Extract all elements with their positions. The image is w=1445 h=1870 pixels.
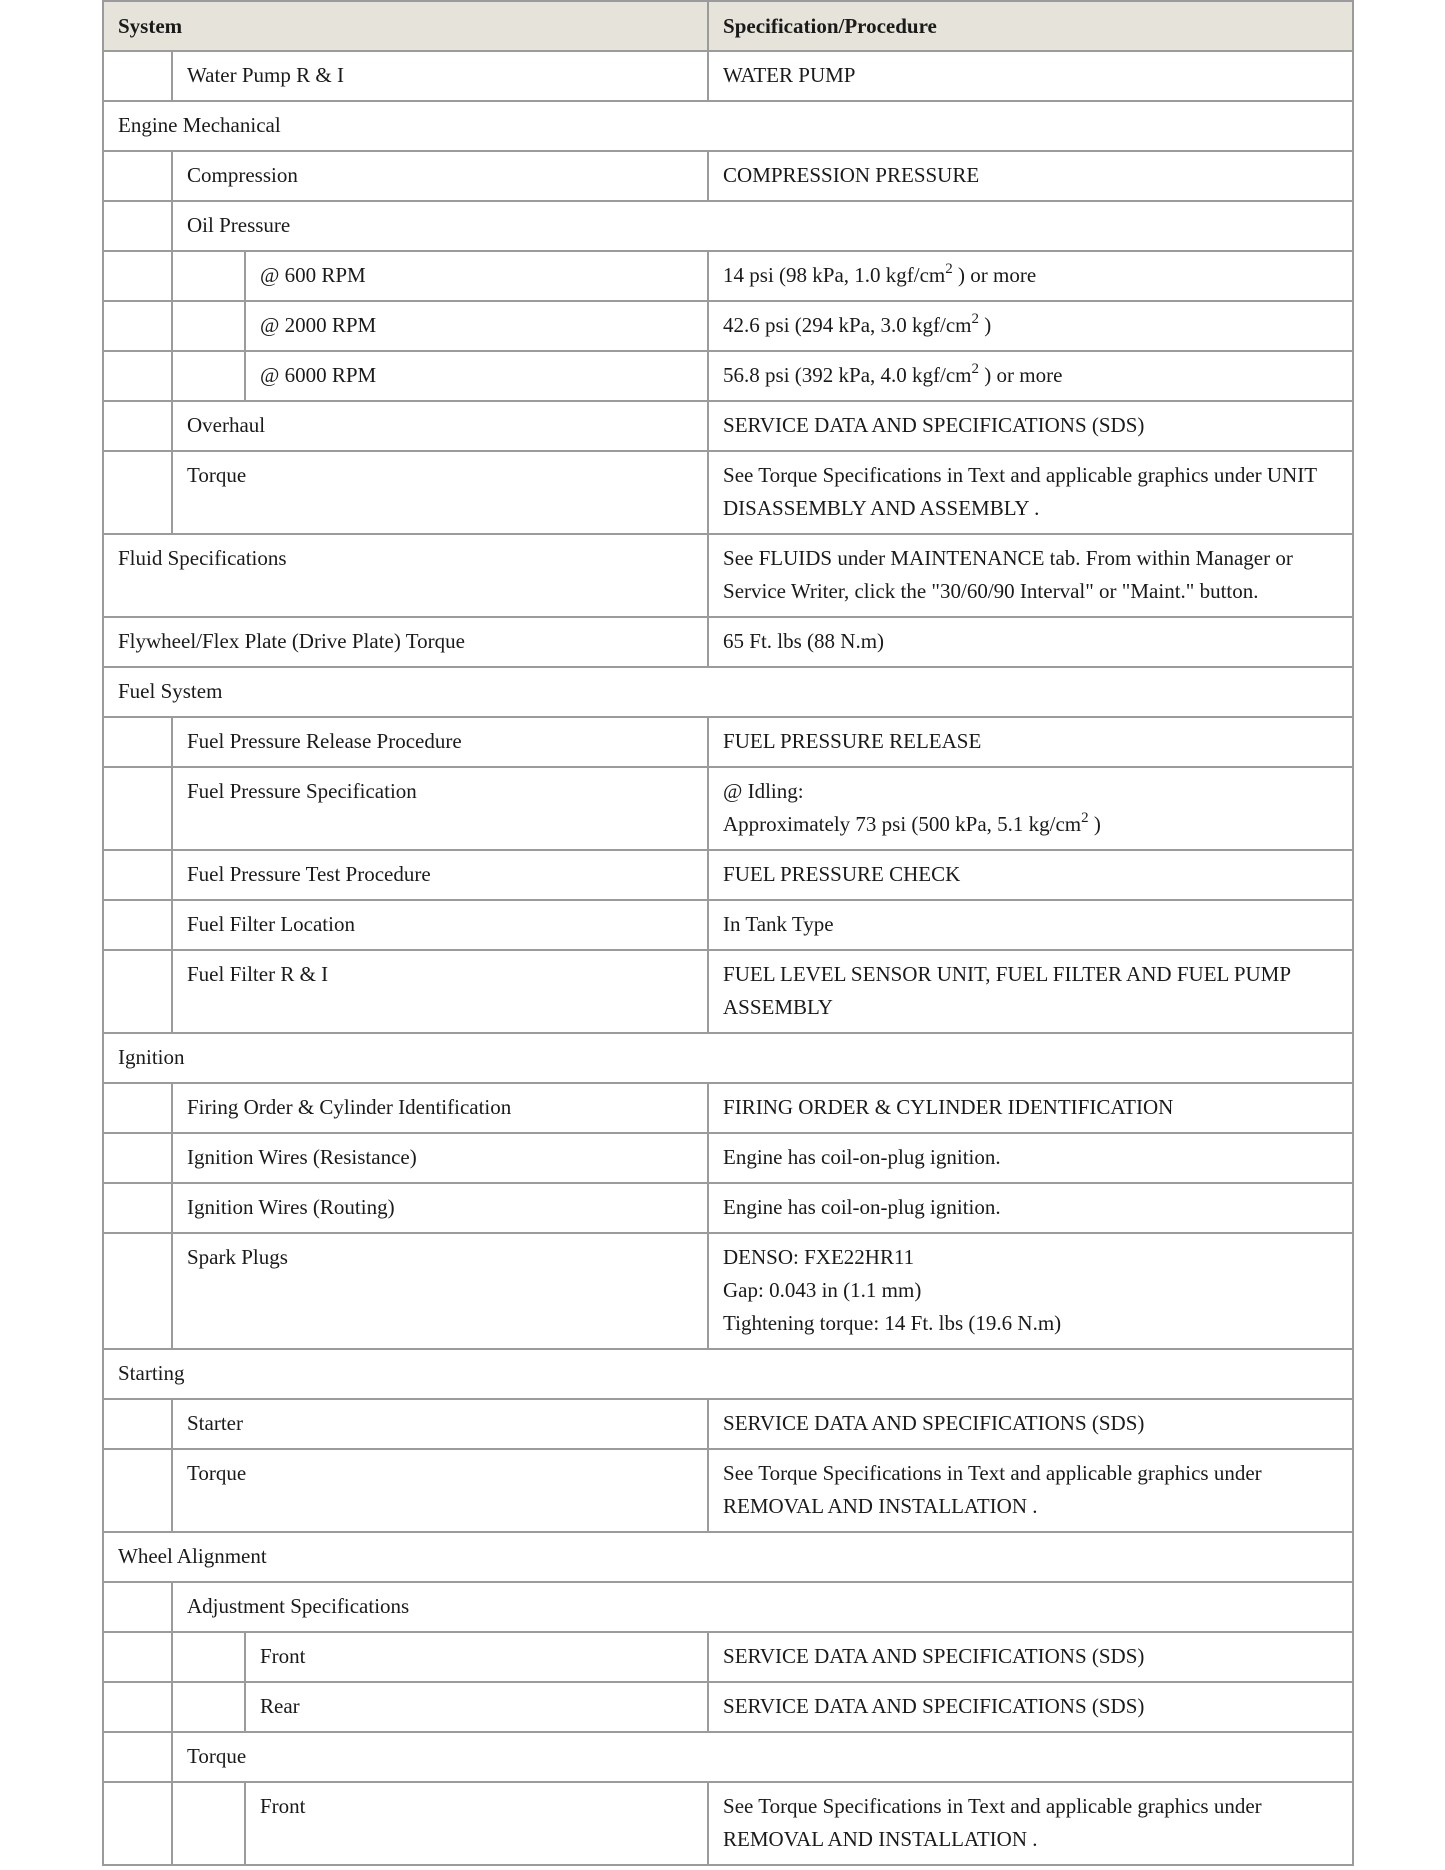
- spec-text-before: 56.8 psi (392 kPa, 4.0 kgf/cm: [723, 363, 972, 387]
- table-row: [103, 1449, 1353, 1532]
- table-row: [103, 1233, 1353, 1349]
- indent-cell: [103, 151, 172, 201]
- specification-cell: [708, 1133, 1353, 1183]
- spec-text-before: 42.6 psi (294 kPa, 3.0 kgf/cm: [723, 313, 972, 337]
- system-label: Fuel Filter Location: [187, 912, 355, 936]
- indent-cell: [103, 401, 172, 451]
- specification-text: Tightening torque: 14 Ft. lbs (19.6 N.m): [723, 1311, 1062, 1335]
- system-cell: [172, 767, 708, 850]
- indent-cell: [172, 251, 245, 301]
- section-label-cell: [172, 1732, 1353, 1782]
- indent-cell: [103, 251, 172, 301]
- table-row: [103, 251, 1353, 301]
- section-row: [103, 1349, 1353, 1399]
- specification-text: See Torque Specifications in Text and applicable graphics under UNIT DISASSEMBLY AND ASSEMBLY .: [723, 463, 1317, 520]
- system-cell: [245, 1632, 708, 1682]
- indent-cell: [103, 1449, 172, 1532]
- spec-text-after: ): [1088, 812, 1101, 836]
- system-cell: [172, 850, 708, 900]
- system-cell: [103, 617, 708, 667]
- indent-cell: [172, 351, 245, 401]
- indent-cell: [103, 950, 172, 1033]
- specification-text: SERVICE DATA AND SPECIFICATIONS (SDS): [723, 1644, 1145, 1668]
- section-label: Engine Mechanical: [118, 113, 281, 137]
- system-label: @ 2000 RPM: [260, 313, 377, 337]
- specification-text: 65 Ft. lbs (88 N.m): [723, 629, 885, 653]
- specification-text: See FLUIDS under MAINTENANCE tab. From within Manager or Service Writer, click the "30/60/90 Interval" or "Maint." button.: [723, 546, 1293, 603]
- table-row: [103, 534, 1353, 617]
- specification-cell: [708, 534, 1353, 617]
- specification-cell: [708, 1449, 1353, 1532]
- specification-text: SERVICE DATA AND SPECIFICATIONS (SDS): [723, 1411, 1145, 1435]
- indent-cell: [172, 1782, 245, 1865]
- system-label: Overhaul: [187, 413, 266, 437]
- indent-cell: [103, 1233, 172, 1349]
- indent-cell: [103, 1399, 172, 1449]
- system-cell: [172, 1183, 708, 1233]
- system-label: Front: [260, 1644, 306, 1668]
- indent-cell: [103, 717, 172, 767]
- system-label: Torque: [187, 463, 247, 487]
- specification-text: FUEL LEVEL SENSOR UNIT, FUEL FILTER AND FUEL PUMP ASSEMBLY: [723, 962, 1291, 1019]
- table-row: [103, 151, 1353, 201]
- system-cell: [172, 1083, 708, 1133]
- specification-cell: [708, 251, 1353, 301]
- system-label: Compression: [187, 163, 298, 187]
- system-label: Fuel Pressure Test Procedure: [187, 862, 431, 886]
- indent-cell: [172, 301, 245, 351]
- spec-text-after: ) or more: [979, 363, 1063, 387]
- specification-text: [723, 259, 1338, 292]
- superscript: 2: [971, 361, 979, 377]
- table-row: [103, 1133, 1353, 1183]
- superscript: 2: [971, 311, 979, 327]
- table-row: [103, 1782, 1353, 1865]
- specification-text: WATER PUMP: [723, 63, 856, 87]
- indent-cell: [103, 1582, 172, 1632]
- specification-text: FUEL PRESSURE RELEASE: [723, 729, 982, 753]
- system-cell: [172, 900, 708, 950]
- specification-text: [723, 808, 1338, 841]
- indent-cell: [103, 451, 172, 534]
- section-label-cell: [172, 201, 1353, 251]
- specification-text: DENSO: FXE22HR11: [723, 1245, 915, 1269]
- system-label: @ 600 RPM: [260, 263, 366, 287]
- table-row: [103, 301, 1353, 351]
- indent-cell: [103, 900, 172, 950]
- specification-cell: [708, 351, 1353, 401]
- section-label-cell: [103, 667, 1353, 717]
- specification-cell: [708, 850, 1353, 900]
- specification-text: COMPRESSION PRESSURE: [723, 163, 980, 187]
- section-label-cell: [172, 1582, 1353, 1632]
- specification-text: Gap: 0.043 in (1.1 mm): [723, 1278, 922, 1302]
- specification-text: FUEL PRESSURE CHECK: [723, 862, 961, 886]
- system-label: @ 6000 RPM: [260, 363, 377, 387]
- system-cell: [245, 1682, 708, 1732]
- specification-cell: [708, 1183, 1353, 1233]
- system-cell: [103, 534, 708, 617]
- system-cell: [172, 950, 708, 1033]
- table-row: [103, 950, 1353, 1033]
- specification-text: See Torque Specifications in Text and applicable graphics under REMOVAL AND INSTALLATION .: [723, 1794, 1262, 1851]
- specification-cell: [708, 1782, 1353, 1865]
- section-row: [103, 101, 1353, 151]
- system-cell: [172, 401, 708, 451]
- system-cell: [172, 1399, 708, 1449]
- table-row: [103, 1632, 1353, 1682]
- specification-text: Engine has coil-on-plug ignition.: [723, 1145, 1001, 1169]
- specification-cell: [708, 717, 1353, 767]
- system-label: Spark Plugs: [187, 1245, 288, 1269]
- indent-cell: [103, 1083, 172, 1133]
- table-row: [103, 451, 1353, 534]
- specification-text: FIRING ORDER & CYLINDER IDENTIFICATION: [723, 1095, 1174, 1119]
- specification-cell: [708, 451, 1353, 534]
- system-cell: [172, 451, 708, 534]
- table-row: [103, 900, 1353, 950]
- indent-cell: [103, 1682, 172, 1732]
- system-label: Firing Order & Cylinder Identification: [187, 1095, 512, 1119]
- table-row: [103, 51, 1353, 101]
- section-row: [103, 201, 1353, 251]
- system-label: Ignition Wires (Routing): [187, 1195, 395, 1219]
- system-label: Fluid Specifications: [118, 546, 287, 570]
- section-row: [103, 1582, 1353, 1632]
- spec-text-before: 14 psi (98 kPa, 1.0 kgf/cm: [723, 263, 946, 287]
- specification-text: SERVICE DATA AND SPECIFICATIONS (SDS): [723, 413, 1145, 437]
- indent-cell: [103, 1632, 172, 1682]
- table-row: [103, 1083, 1353, 1133]
- system-cell: [172, 1449, 708, 1532]
- system-label: Fuel Filter R & I: [187, 962, 329, 986]
- section-label: Wheel Alignment: [118, 1544, 267, 1568]
- spec-text-before: Approximately 73 psi (500 kPa, 5.1 kg/cm: [723, 812, 1082, 836]
- section-label: Ignition: [118, 1045, 185, 1069]
- table-body: [103, 51, 1353, 1865]
- system-label: Starter: [187, 1411, 243, 1435]
- specification-cell: [708, 51, 1353, 101]
- specification-cell: [708, 401, 1353, 451]
- table-row: [103, 1682, 1353, 1732]
- section-label-cell: [103, 1349, 1353, 1399]
- indent-cell: [103, 51, 172, 101]
- system-cell: [245, 351, 708, 401]
- system-cell: [172, 1133, 708, 1183]
- header-specification: Specification/Procedure: [708, 1, 1353, 51]
- system-label: Flywheel/Flex Plate (Drive Plate) Torque: [118, 629, 465, 653]
- table-row: [103, 1183, 1353, 1233]
- header-system: System: [103, 1, 708, 51]
- table-row: [103, 767, 1353, 850]
- system-label: Fuel Pressure Specification: [187, 779, 417, 803]
- system-label: Torque: [187, 1461, 247, 1485]
- indent-cell: [103, 201, 172, 251]
- indent-cell: [103, 351, 172, 401]
- section-row: [103, 1033, 1353, 1083]
- specification-text: SERVICE DATA AND SPECIFICATIONS (SDS): [723, 1694, 1145, 1718]
- indent-cell: [103, 1183, 172, 1233]
- specification-text: [723, 359, 1338, 392]
- specifications-table: [102, 0, 1354, 1866]
- table-row: [103, 717, 1353, 767]
- system-cell: [172, 717, 708, 767]
- indent-cell: [103, 1782, 172, 1865]
- system-cell: [245, 1782, 708, 1865]
- system-label: Ignition Wires (Resistance): [187, 1145, 417, 1169]
- table-row: [103, 401, 1353, 451]
- section-label: Adjustment Specifications: [187, 1594, 410, 1618]
- system-cell: [245, 251, 708, 301]
- specification-cell: [708, 301, 1353, 351]
- specification-cell: [708, 900, 1353, 950]
- system-cell: [172, 151, 708, 201]
- system-label: Front: [260, 1794, 306, 1818]
- section-label-cell: [103, 1033, 1353, 1083]
- specification-cell: [708, 151, 1353, 201]
- section-label-cell: [103, 1532, 1353, 1582]
- indent-cell: [103, 301, 172, 351]
- specification-text: [723, 309, 1338, 342]
- section-label-cell: [103, 101, 1353, 151]
- specification-cell: [708, 1399, 1353, 1449]
- system-label: Fuel Pressure Release Procedure: [187, 729, 462, 753]
- specification-text: Engine has coil-on-plug ignition.: [723, 1195, 1001, 1219]
- table-header-row: [103, 1, 1353, 51]
- system-label: Rear: [260, 1694, 300, 1718]
- specification-cell: [708, 1632, 1353, 1682]
- system-label: Water Pump R & I: [187, 63, 344, 87]
- section-label: Starting: [118, 1361, 185, 1385]
- system-cell: [172, 1233, 708, 1349]
- section-row: [103, 1532, 1353, 1582]
- indent-cell: [103, 850, 172, 900]
- section-row: [103, 667, 1353, 717]
- specification-cell: [708, 617, 1353, 667]
- indent-cell: [103, 1732, 172, 1782]
- section-label: Torque: [187, 1744, 247, 1768]
- system-cell: [172, 51, 708, 101]
- section-label: Oil Pressure: [187, 213, 291, 237]
- superscript: 2: [945, 261, 953, 277]
- specification-text: @ Idling:: [723, 779, 804, 803]
- table-row: [103, 617, 1353, 667]
- specification-cell: [708, 1233, 1353, 1349]
- indent-cell: [103, 767, 172, 850]
- specification-cell: [708, 1083, 1353, 1133]
- table-row: [103, 850, 1353, 900]
- table-row: [103, 351, 1353, 401]
- specification-cell: [708, 1682, 1353, 1732]
- indent-cell: [103, 1133, 172, 1183]
- section-row: [103, 1732, 1353, 1782]
- superscript: 2: [1081, 810, 1089, 826]
- specification-cell: [708, 950, 1353, 1033]
- spec-text-after: ): [979, 313, 992, 337]
- specification-text: In Tank Type: [723, 912, 834, 936]
- specification-cell: [708, 767, 1353, 850]
- indent-cell: [172, 1632, 245, 1682]
- table-row: [103, 1399, 1353, 1449]
- spec-text-after: ) or more: [952, 263, 1037, 287]
- indent-cell: [172, 1682, 245, 1732]
- section-label: Fuel System: [118, 679, 223, 703]
- specification-text: See Torque Specifications in Text and applicable graphics under REMOVAL AND INSTALLATION .: [723, 1461, 1262, 1518]
- system-cell: [245, 301, 708, 351]
